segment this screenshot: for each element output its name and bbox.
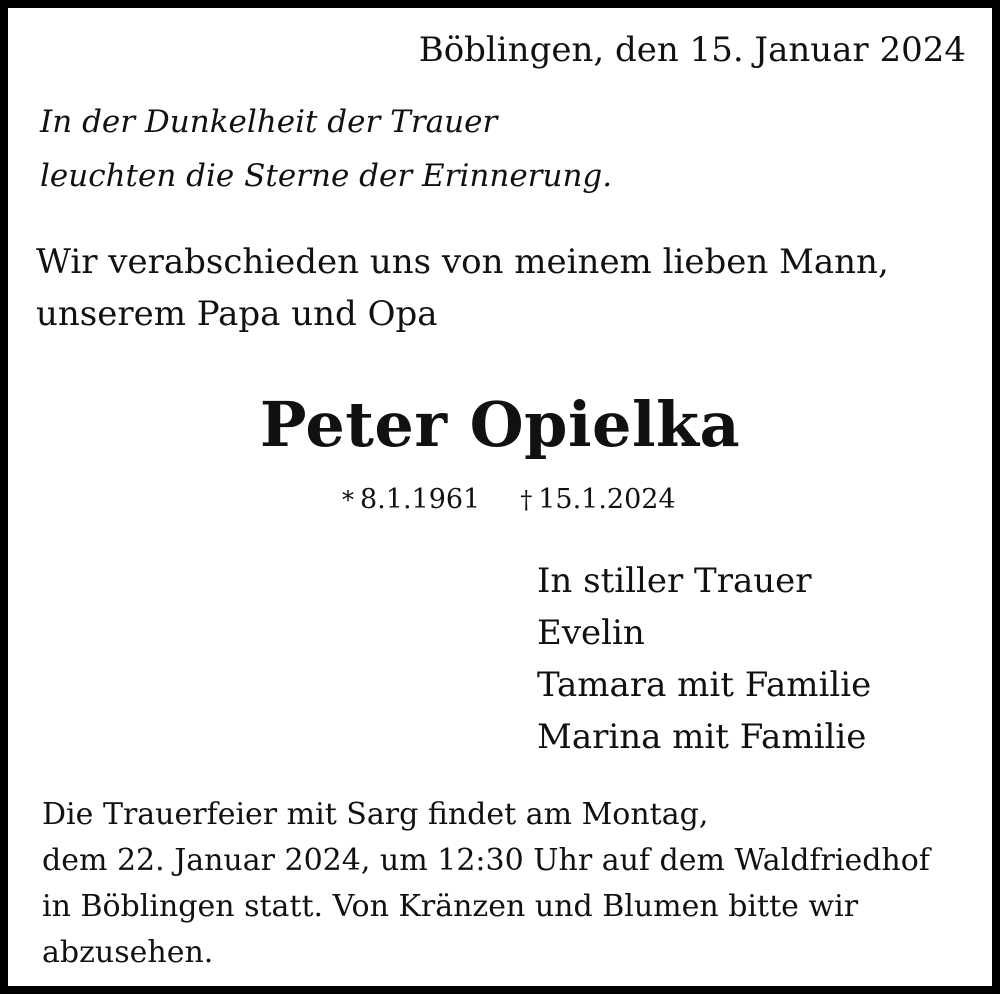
- mourner-name: Marina mit Familie: [537, 717, 867, 757]
- birth-symbol: *: [342, 486, 354, 514]
- mourner-name: Tamara mit Familie: [537, 665, 872, 705]
- funeral-info-line: Die Trauerfeier mit Sarg findet am Montag,: [42, 797, 709, 832]
- funeral-info-line: in Böblingen statt. Von Kränzen und Blumen bitte wir: [42, 889, 859, 924]
- intro-line-1: Wir verabschieden uns von meinem lieben Mann,: [36, 242, 889, 282]
- death-symbol: †: [520, 486, 533, 514]
- birth-date: 8.1.1961: [360, 484, 481, 515]
- motto-line-1: In der Dunkelheit der Trauer: [40, 104, 498, 140]
- intro-line-2: unserem Papa und Opa: [36, 294, 438, 334]
- life-dates: [342, 484, 676, 515]
- deceased-name: Peter Opielka: [259, 388, 741, 461]
- motto-line-2: leuchten die Sterne der Erinnerung.: [40, 158, 613, 194]
- place-date: Böblingen, den 15. Januar 2024: [418, 30, 966, 70]
- mourner-name: Evelin: [537, 613, 645, 653]
- funeral-info-line: abzusehen.: [42, 935, 214, 970]
- funeral-info-line: dem 22. Januar 2024, um 12:30 Uhr auf dem Waldfriedhof: [42, 843, 930, 878]
- death-date: 15.1.2024: [538, 484, 676, 515]
- mourners-heading: In stiller Trauer: [537, 561, 812, 601]
